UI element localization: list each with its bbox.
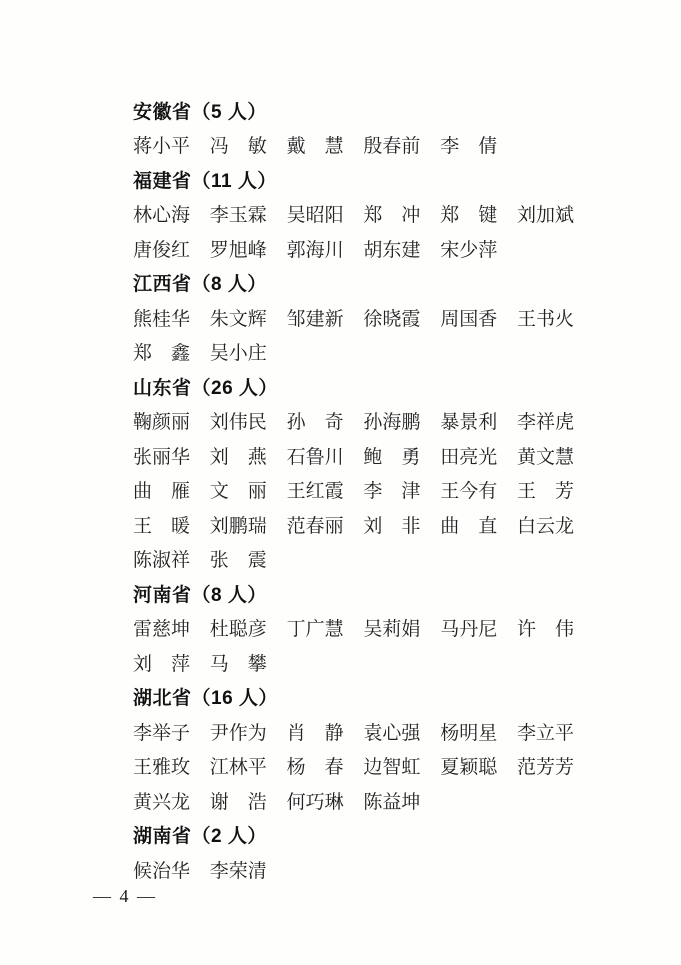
person-name: 朱文辉: [209, 308, 267, 330]
person-name: 袁心强: [363, 722, 421, 744]
person-name: 刘伟民: [209, 412, 267, 434]
name-row: [133, 785, 603, 820]
person-name: 马丹尼: [440, 619, 498, 641]
name-row: [133, 544, 603, 579]
person-name: 罗旭峰: [209, 239, 267, 261]
person-name: 刘 燕: [209, 446, 267, 468]
person-name: 何巧琳: [286, 791, 344, 813]
person-name: 李玉霖: [209, 205, 267, 227]
person-name: 刘鹏瑞: [209, 515, 267, 537]
person-name: 曲 直: [440, 515, 498, 537]
person-name: 陈益坤: [363, 791, 421, 813]
person-name: 李立平: [516, 722, 574, 744]
person-name: 李 津: [363, 481, 421, 503]
person-name: 李举子: [133, 722, 191, 744]
province-header: 安徽省（5 人）: [133, 101, 267, 123]
person-name: 胡东建: [363, 239, 421, 261]
person-name: 熊桂华: [133, 308, 191, 330]
person-name: 张 震: [209, 550, 267, 572]
person-name: 黄兴龙: [133, 791, 191, 813]
person-name: 冯 敏: [209, 136, 267, 158]
person-name: 刘 萍: [133, 653, 191, 675]
person-name: 孙 奇: [286, 412, 344, 434]
person-name: 鞠颜丽: [133, 412, 191, 434]
province-header: 山东省（26 人）: [133, 377, 278, 399]
person-name: 徐晓霞: [363, 308, 421, 330]
sections: [133, 95, 603, 889]
person-name: 唐俊红: [133, 239, 191, 261]
person-name: 张丽华: [133, 446, 191, 468]
person-name: 郑 鑫: [133, 343, 191, 365]
person-name: 谢 浩: [209, 791, 267, 813]
province-header: 江西省（8 人）: [133, 274, 267, 296]
name-row: [133, 647, 603, 682]
person-name: 邹建新: [286, 308, 344, 330]
person-name: 蒋小平: [133, 136, 191, 158]
person-name: 范芳芳: [516, 757, 574, 779]
name-row: [133, 440, 603, 475]
person-name: 郑 冲: [363, 205, 421, 227]
person-name: 杜聪彦: [209, 619, 267, 641]
person-name: 黄文慧: [516, 446, 574, 468]
name-row: [133, 751, 603, 786]
person-name: 夏颖聪: [440, 757, 498, 779]
person-name: 李 倩: [440, 136, 498, 158]
person-name: 刘加斌: [516, 205, 574, 227]
person-name: 王今有: [440, 481, 498, 503]
person-name: 石鲁川: [286, 446, 344, 468]
person-name: 王雅玫: [133, 757, 191, 779]
person-name: 文 丽: [209, 481, 267, 503]
province-header: 湖南省（2 人）: [133, 826, 267, 848]
person-name: 郑 键: [440, 205, 498, 227]
person-name: 陈淑祥: [133, 550, 191, 572]
name-row: [133, 854, 603, 889]
province-header: 福建省（11 人）: [133, 170, 277, 192]
province-header: 湖北省（16 人）: [133, 688, 278, 710]
person-name: 李荣清: [209, 860, 267, 882]
person-name: 李祥虎: [516, 412, 574, 434]
person-name: 王 暖: [133, 515, 191, 537]
person-name: 候治华: [133, 860, 191, 882]
person-name: 宋少萍: [440, 239, 498, 261]
person-name: 周国香: [440, 308, 498, 330]
person-name: 雷慈坤: [133, 619, 191, 641]
person-name: 吴小庄: [209, 343, 267, 365]
person-name: 许 伟: [516, 619, 574, 641]
person-name: 王 芳: [516, 481, 574, 503]
person-name: 吴昭阳: [286, 205, 344, 227]
name-row: [133, 302, 603, 337]
person-name: 肖 静: [286, 722, 344, 744]
person-name: 杨 春: [286, 757, 344, 779]
person-name: 尹作为: [209, 722, 267, 744]
person-name: 郭海川: [286, 239, 344, 261]
name-row: [133, 233, 603, 268]
person-name: 林心海: [133, 205, 191, 227]
person-name: 杨明星: [440, 722, 498, 744]
person-name: 白云龙: [516, 515, 574, 537]
person-name: 鲍 勇: [363, 446, 421, 468]
person-name: 范春丽: [286, 515, 344, 537]
person-name: 刘 非: [363, 515, 421, 537]
name-row: [133, 406, 603, 441]
person-name: 曲 雁: [133, 481, 191, 503]
person-name: 边智虹: [363, 757, 421, 779]
name-row: [133, 716, 603, 751]
person-name: 丁广慧: [286, 619, 344, 641]
name-row: [133, 475, 603, 510]
name-row: [133, 337, 603, 372]
person-name: 殷春前: [363, 136, 421, 158]
person-name: 田亮光: [440, 446, 498, 468]
person-name: 孙海鹏: [363, 412, 421, 434]
name-row: [133, 509, 603, 544]
name-row: [133, 613, 603, 648]
person-name: 王书火: [516, 308, 574, 330]
person-name: 戴 慧: [286, 136, 344, 158]
person-name: 王红霞: [286, 481, 344, 503]
province-header: 河南省（8 人）: [133, 584, 267, 606]
person-name: 马 攀: [209, 653, 267, 675]
name-row: [133, 199, 603, 234]
person-name: 江林平: [209, 757, 267, 779]
name-row: [133, 130, 603, 165]
person-name: 吴莉娟: [363, 619, 421, 641]
person-name: 暴景利: [440, 412, 498, 434]
page-number: — 4 —: [93, 886, 157, 906]
